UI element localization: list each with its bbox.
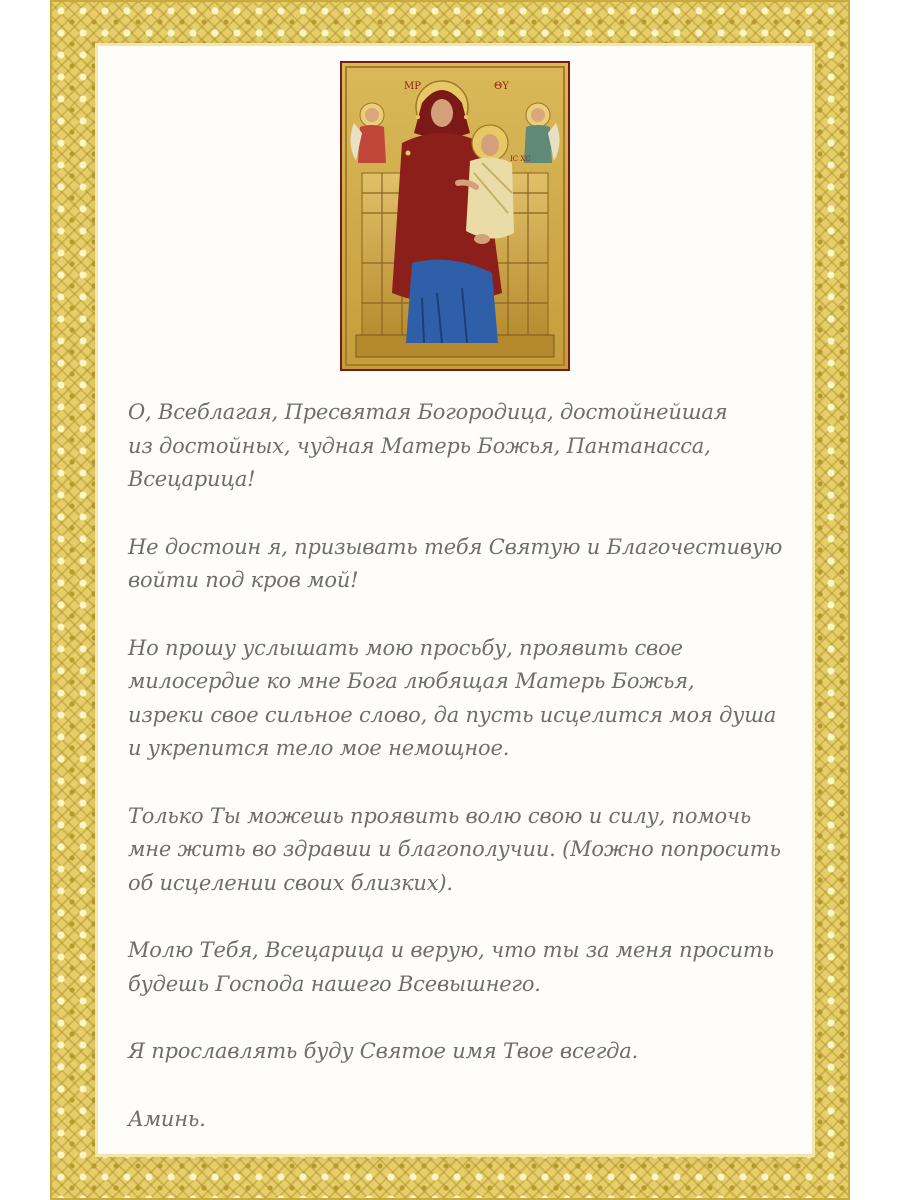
right-monogram: ΘΥ bbox=[494, 81, 509, 92]
prayer-paragraph-4: Только Ты можешь проявить волю свою и силу, помочь мне жить во здравии и благополучии. (Можно попросить об исцелении своих близких). bbox=[128, 803, 781, 895]
prayer-amen: Аминь. bbox=[128, 1106, 206, 1131]
icon-painting bbox=[342, 63, 568, 369]
prayer-paragraph-5: Молю Тебя, Всецарица и верую, что ты за меня просить будешь Господа нашего Всевышнего. bbox=[128, 938, 774, 996]
left-monogram: МР bbox=[404, 81, 421, 92]
child-monogram: IC XC bbox=[510, 155, 531, 163]
prayer-paragraph-1: О, Всеблагая, Пресвятая Богородица, достойнейшая из достойных, чудная Матерь Божья, Пантанасса, Всецарица! bbox=[128, 400, 728, 491]
prayer-text bbox=[128, 396, 808, 1136]
prayer-paragraph-3: Но прошу услышать мою просьбу, проявить свое милосердие ко мне Бога любящая Матерь Божья, изреки свое сильное слово, да пусть исцелится моя душа и укрепится тело мое немощное. bbox=[128, 635, 777, 760]
theotokos-icon-image bbox=[340, 61, 570, 371]
prayer-paragraph-6: Я прославлять буду Святое имя Твое всегда. bbox=[128, 1039, 639, 1063]
prayer-paragraph-2: Не достоин я, призывать тебя Святую и Благочестивую войти под кров мой! bbox=[128, 534, 783, 592]
